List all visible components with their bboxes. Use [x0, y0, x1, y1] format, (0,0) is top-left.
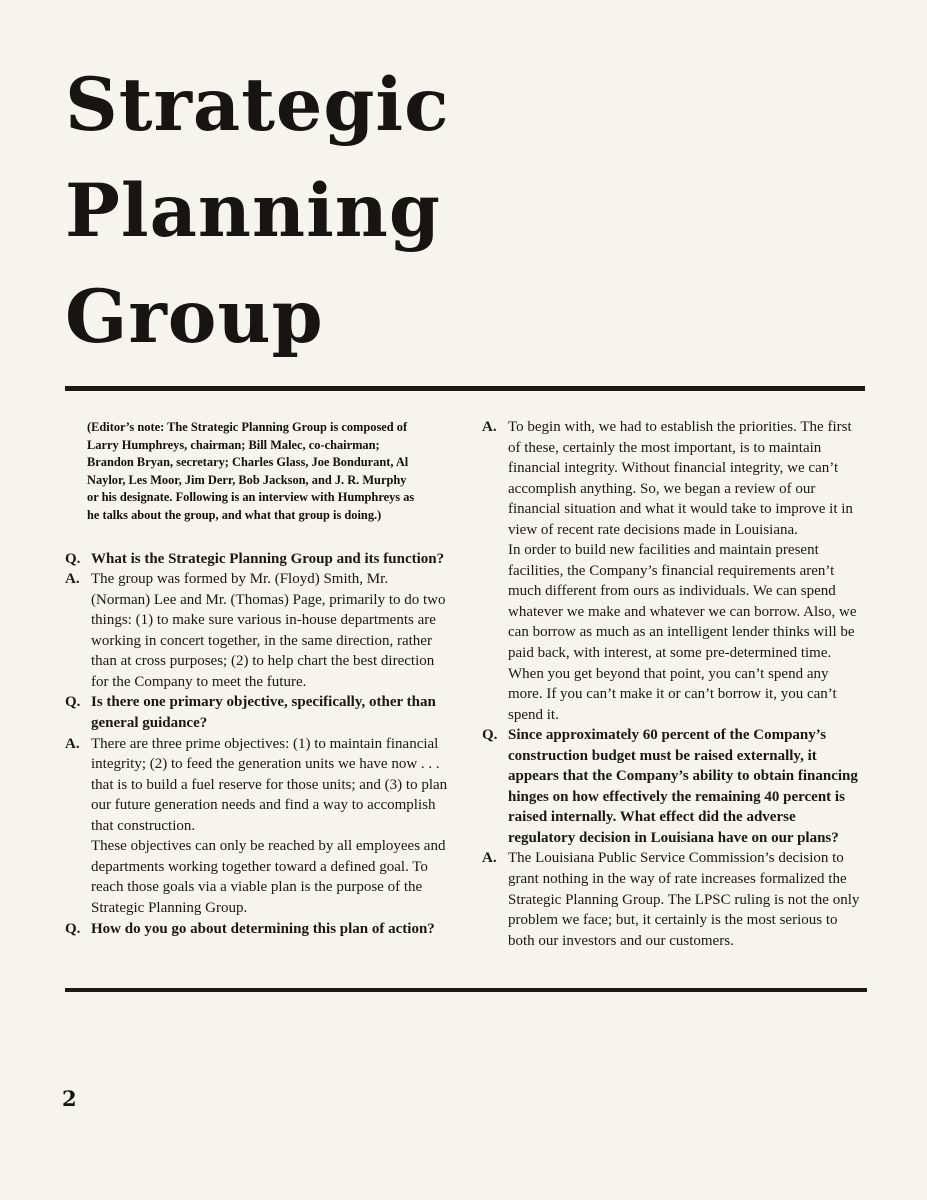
answer-label: A. [65, 735, 80, 752]
qa-item [482, 417, 865, 725]
paragraph: Is there one primary objective, specifically, other than general guidance? [91, 694, 436, 732]
question-label: Q. [482, 727, 498, 744]
page-number: 2 [62, 1086, 77, 1111]
paragraph: The group was formed by Mr. (Floyd) Smith, Mr. (Norman) Lee and Mr. (Thomas) Page, primarily to do two things: (1) to make sure various in-house departments are working in concert together, in the same direction, rather than at cross purposes; (2) to help chart the best direction for the Company to meet the future. [91, 571, 446, 690]
qa-item [65, 919, 448, 940]
paragraph: What is the Strategic Planning Group and its function? [91, 550, 445, 567]
question-label: Q. [65, 550, 81, 567]
question-text [91, 692, 448, 733]
paragraph: Since approximately 60 percent of the Company’s construction budget must be raised externally, it appears that the Company’s ability to obtain financing hinges on how effectively the remaining 40 percent is raised internally. What effect did the adverse regulatory decision in Louisiana have on our plans? [508, 727, 858, 846]
article-title [65, 52, 865, 370]
right-column [482, 417, 865, 951]
paragraph: To begin with, we had to establish the priorities. The first of these, certainly the most important, is to maintain financial integrity. Without financial integrity, we can’t accomplish anything. So, we began a review of our financial situation and what it would take to improve it in view of recent rate decisions made in Louisiana. [508, 419, 853, 538]
qa-item [65, 549, 448, 570]
paragraph: The Louisiana Public Service Commission’s decision to grant nothing in the way of rate increases formalized the Strategic Planning Group. The LPSC ruling is not the only problem we face; but, it certainly is the most serious to both our investors and our customers. [508, 850, 860, 949]
qa-item [65, 569, 448, 692]
question-text [91, 549, 448, 570]
answer-text [508, 417, 865, 725]
paragraph: There are three prime objectives: (1) to maintain financial integrity; (2) to feed the generation units we have now . . . that is to build a fuel reserve for those units; and (3) to plan our future generation needs and find a way to accomplish that construction. [91, 735, 448, 834]
left-column [65, 417, 448, 951]
answer-label: A. [482, 419, 497, 435]
title-line-3: Group [65, 274, 324, 360]
answer-label: A. [482, 850, 497, 867]
bottom-divider [65, 988, 867, 992]
qa-item [482, 725, 865, 848]
answer-text [91, 569, 448, 692]
paragraph: In order to build new facilities and maintain present facilities, the Company’s financial requirements aren’t much different from ours as individuals. We can spend whatever we make and whatever we can borrow. Also, we can borrow as much as an intelligent lender thinks will be paid back, with interest, at some pre-determined time. When you get beyond that point, you can’t spend any more. If you can’t make it or can’t borrow it, you can’t spend it. [508, 542, 857, 723]
title-line-2: Planning [65, 168, 441, 254]
question-label: Q. [65, 920, 81, 937]
article-body [65, 417, 865, 951]
qa-item [65, 734, 448, 919]
answer-text [91, 734, 448, 919]
qa-item [65, 692, 448, 733]
question-text [91, 919, 448, 940]
answer-label: A. [65, 571, 80, 588]
answer-text [508, 848, 865, 951]
editors-note: (Editor’s note: The Strategic Planning Group is composed of Larry Humphreys, chairman; Bill Malec, co-chairman; Brandon Bryan, secretary; Charles Glass, Joe Bondurant, Al Naylor, Les Moor, Jim Derr, Bob Jackson, and J. R. Murphy or his designate. Following is an interview with Humphreys as he talks about the group, and what that group is doing.) [87, 420, 415, 523]
qa-item [482, 848, 865, 951]
top-divider [65, 386, 865, 391]
question-text [508, 725, 865, 848]
question-label: Q. [65, 694, 81, 711]
title-line-1: Strategic [65, 62, 450, 148]
paragraph: These objectives can only be reached by all employees and departments working together toward a defined goal. To reach those goals via a viable plan is the purpose of the Strategic Planning Group. [91, 838, 446, 916]
paragraph: How do you go about determining this plan of action? [91, 920, 435, 937]
